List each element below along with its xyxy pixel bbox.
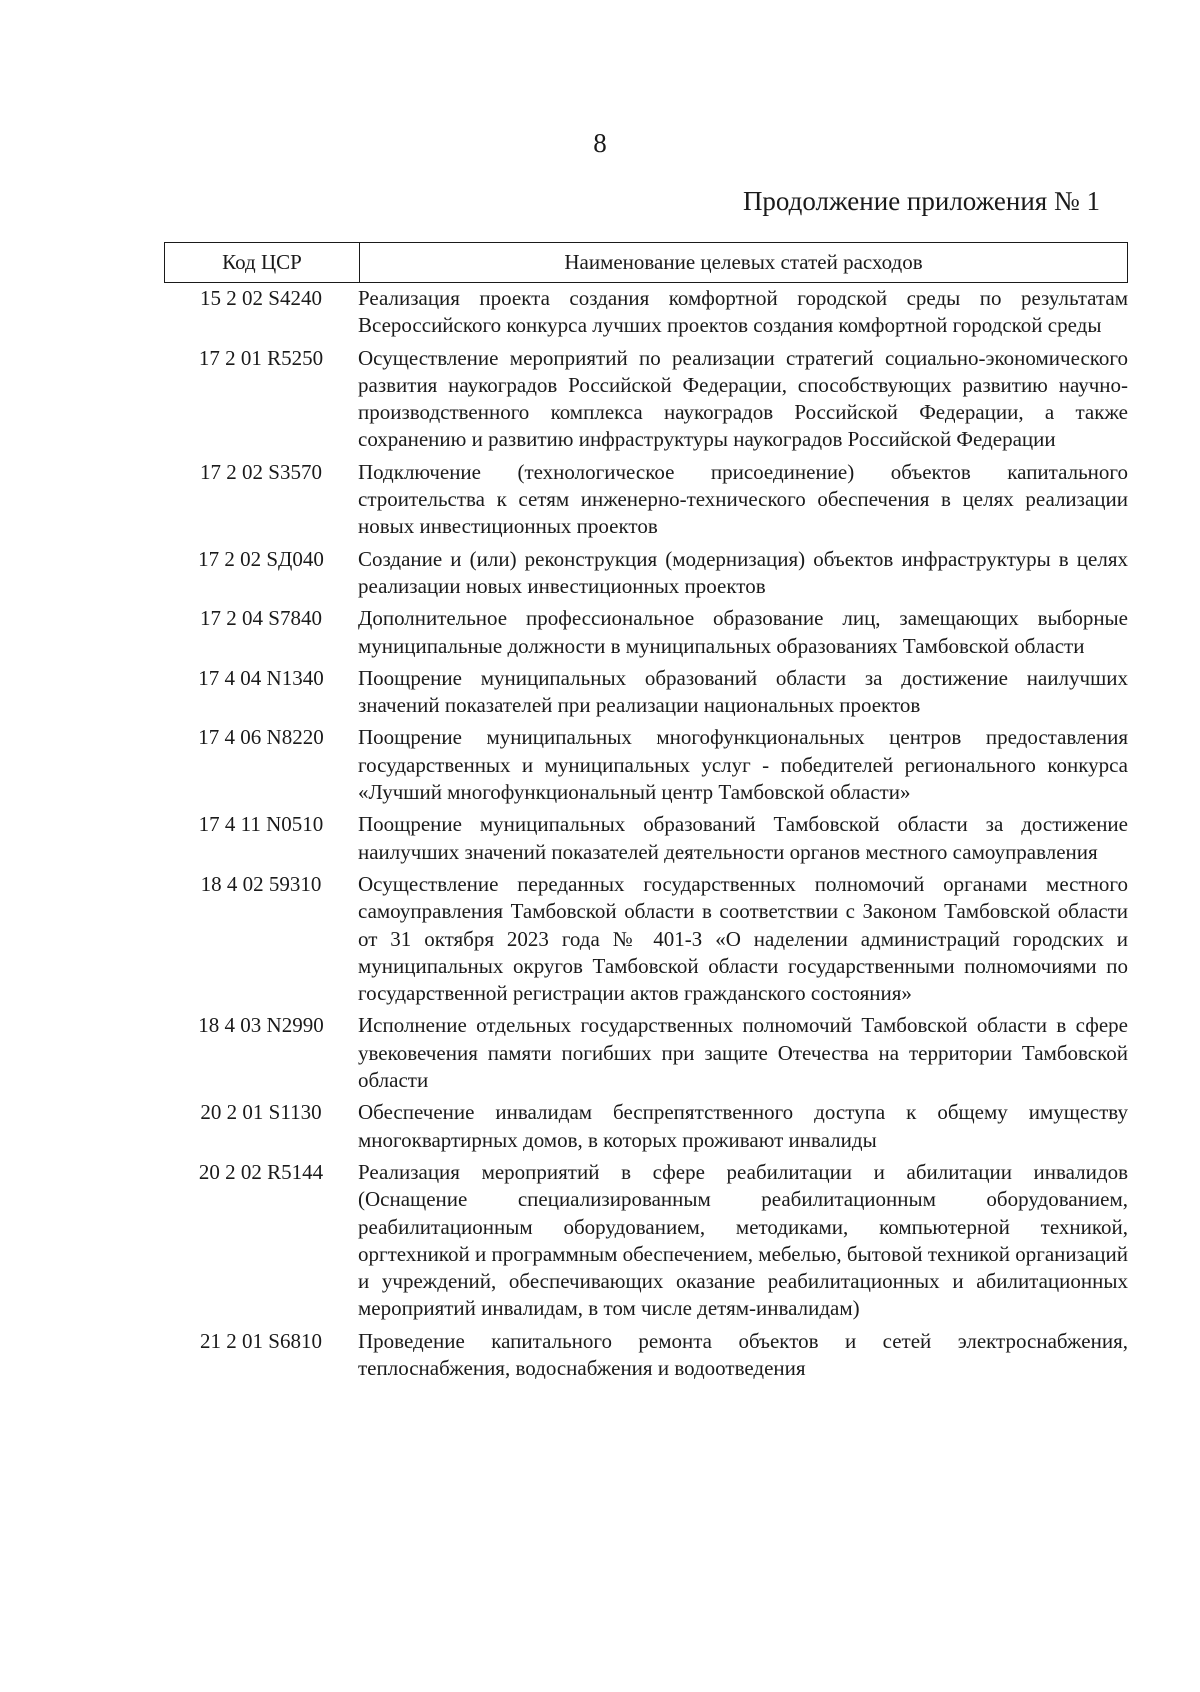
page-number: 8 (593, 128, 607, 158)
table-row (164, 665, 1128, 720)
row-name: Поощрение муниципальных многофункциональных центров предоставления государственных и муниципальных услуг - победителей регионального конкурса «Лучший многофункциональный центр Тамбовской области» (358, 725, 1128, 805)
header-name: Наименование целевых статей расходов (564, 250, 923, 274)
table-row (164, 724, 1128, 806)
table-row (164, 345, 1128, 454)
table-row (164, 1099, 1128, 1154)
row-code: 21 2 01 S6810 (200, 1328, 322, 1353)
row-code: 17 2 04 S7840 (200, 606, 322, 631)
row-code: 17 2 02 S3570 (200, 459, 322, 484)
row-code: 17 4 04 N1340 (198, 665, 324, 690)
row-code: 20 2 02 R5144 (198, 1159, 324, 1184)
table-row (164, 546, 1128, 601)
row-code: 17 2 01 R5250 (198, 345, 324, 370)
row-name: Подключение (технологическое присоединение) объектов капитального строительства к сетям инженерно-технического обеспечения в целях реализации новых инвестиционных проектов (358, 459, 1128, 539)
row-name: Дополнительное профессиональное образование лиц, замещающих выборные муниципальные должности в муниципальных образованиях Тамбовской области (358, 606, 1128, 658)
table-header (164, 242, 1128, 283)
row-code: 20 2 01 S1130 (200, 1100, 322, 1125)
row-name: Обеспечение инвалидам беспрепятственного доступа к общему имуществу многоквартирных домов, в которых проживают инвалиды (358, 1100, 1128, 1152)
table-row (164, 871, 1128, 1007)
row-code: 18 4 02 59310 (200, 871, 322, 896)
table-row (164, 1012, 1128, 1094)
row-name: Реализация мероприятий в сфере реабилитации и абилитации инвалидов (Оснащение специализированным реабилитационным оборудованием, реабилитационным оборудованием, методиками, компьютерной техникой, оргтехникой и программным обеспечением, мебелью, бытовой техникой организаций и учреждений, обеспечивающих оказание реабилитационных и абилитационных мероприятий инвалидам, в том числе детям-инвалидам) (358, 1159, 1128, 1321)
row-name: Проведение капитального ремонта объектов и сетей электроснабжения, теплоснабжения, водоснабжения и водоотведения (358, 1328, 1128, 1380)
appendix-title: Продолжение приложения № 1 (742, 186, 1100, 216)
row-code: 15 2 02 S4240 (200, 286, 322, 310)
row-name: Реализация проекта создания комфортной городской среды по результатам Всероссийского конкурса лучших проектов создания комфортной городской среды (358, 286, 1128, 338)
header-code: Код ЦСР (165, 243, 360, 282)
row-code: 17 4 11 N0510 (198, 812, 324, 837)
row-name: Поощрение муниципальных образований области за достижение наилучших значений показателей при реализации национальных проектов (358, 665, 1128, 718)
table-row (164, 811, 1128, 866)
row-name: Поощрение муниципальных образований Тамбовской области за достижение наилучших значений показателей деятельности органов местного самоуправления (358, 812, 1128, 864)
row-name: Исполнение отдельных государственных полномочий Тамбовской области в сфере увековечения памяти погибших при защите Отечества на территории Тамбовской области (358, 1013, 1128, 1093)
row-code: 17 2 02 SД040 (198, 546, 324, 571)
row-code: 17 4 06 N8220 (198, 725, 324, 750)
table-row (164, 1328, 1128, 1383)
row-name: Осуществление мероприятий по реализации стратегий социально-экономического развития наукоградов Российской Федерации, способствующих развитию научно-производственного комплекса наукоградов Российской Федерации, а также сохранению и развитию инфраструктуры наукоградов Российской Федерации (358, 345, 1128, 452)
row-code: 18 4 03 N2990 (198, 1013, 324, 1038)
row-name: Осуществление переданных государственных полномочий органами местного самоуправления Тамбовской области в соответствии с Законом Тамбовской области от 31 октября 2023 года № 401-З «О наделении администраций городских и муниципальных округов Тамбовской области государственными полномочиями по государственной регистрации актов гражданского состояния» (358, 871, 1128, 1006)
table-row (164, 459, 1128, 541)
table-row (164, 605, 1128, 660)
row-name: Создание и (или) реконструкция (модернизация) объектов инфраструктуры в целях реализации новых инвестиционных проектов (358, 546, 1128, 598)
table-body (164, 285, 1128, 1387)
table-row (164, 285, 1128, 340)
table-row (164, 1159, 1128, 1323)
